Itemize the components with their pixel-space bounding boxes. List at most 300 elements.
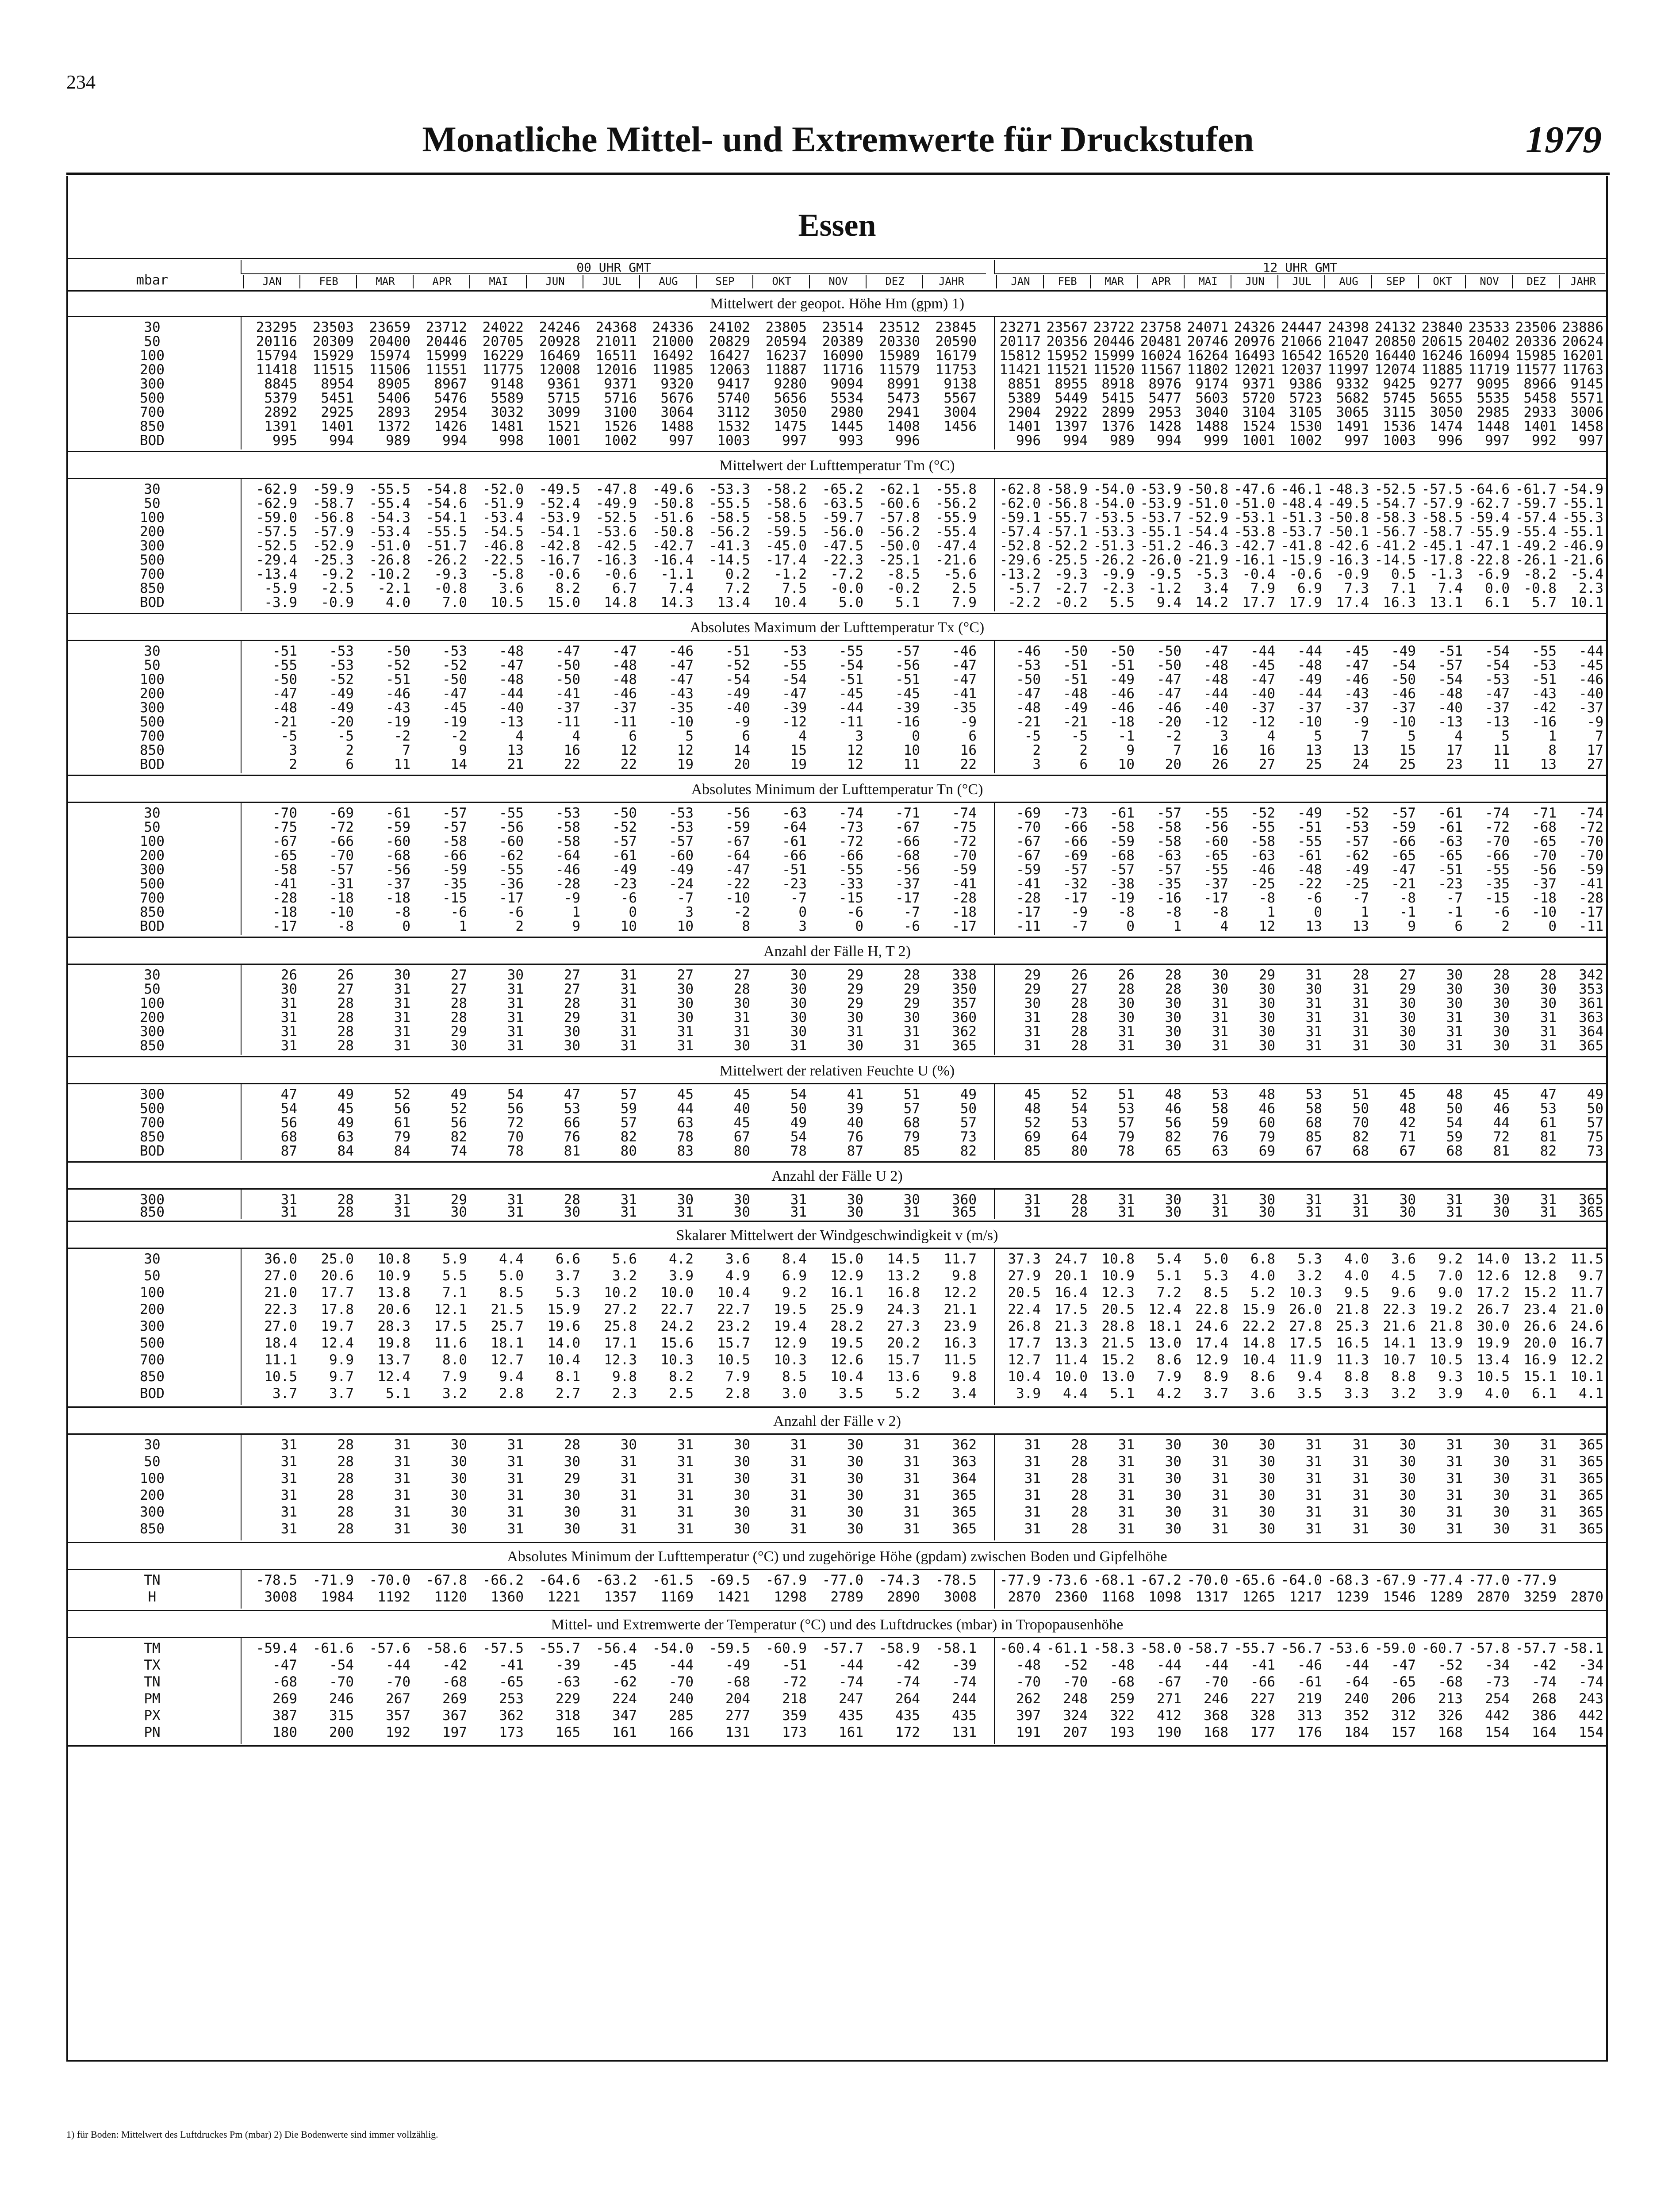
cell-12: 8976 (1148, 376, 1181, 392)
cell-12: 37.3 (1008, 1251, 1041, 1267)
cell-00: 27 (564, 967, 580, 983)
cell-00: 15.6 (660, 1335, 694, 1351)
cell-00: 68 (280, 1129, 297, 1145)
cell-00: 10.9 (377, 1268, 410, 1284)
cell-12: 28 (1071, 995, 1088, 1011)
cell-12: -61 (1438, 819, 1463, 835)
cell-12: -45.1 (1421, 538, 1463, 554)
cell-00: 28 (337, 1471, 354, 1486)
cell-12: -37 (1391, 700, 1416, 716)
cell-00: 24368 (595, 319, 637, 335)
month-header-00: MAI (469, 275, 527, 288)
cell-00: 12.7 (491, 1352, 524, 1368)
cell-00: 9.9 (329, 1352, 354, 1368)
cell-00: 29 (847, 967, 863, 983)
cell-12: -5 (1024, 728, 1041, 744)
cell-00: -18 (272, 904, 297, 920)
cell-12: 365 (1579, 1471, 1603, 1486)
cell-12: 48 (1165, 1087, 1181, 1102)
cell-12: -57 (1344, 833, 1369, 849)
cell-00: 16.8 (887, 1285, 920, 1301)
cell-00: 11716 (822, 362, 863, 378)
cell-12: -25.5 (1046, 552, 1088, 568)
column-divider (994, 1188, 995, 1219)
cell-12: 27 (1587, 757, 1603, 772)
cell-00: 338 (952, 967, 977, 983)
cell-12: 31 (1446, 1024, 1463, 1040)
cell-12: 31 (1305, 967, 1322, 983)
cell-12: 996 (1438, 433, 1463, 449)
cell-00: 57 (960, 1115, 977, 1131)
cell-12: -10 (1297, 714, 1322, 730)
cell-00: 3.2 (612, 1268, 637, 1284)
cell-12: 20.1 (1055, 1268, 1088, 1284)
cell-12: 365 (1579, 1038, 1603, 1054)
cell-00: -65.2 (822, 481, 863, 497)
cell-00: 83 (677, 1143, 694, 1159)
cell-00: -61.5 (652, 1572, 694, 1588)
cell-12: 30 (1258, 1504, 1275, 1520)
cell-00: 204 (725, 1691, 750, 1707)
cell-12: -21 (1063, 714, 1088, 730)
cell-12: -69 (1063, 848, 1088, 864)
cell-12: -67 (1016, 848, 1041, 864)
cell-00: 84 (394, 1143, 410, 1159)
cell-12: -37 (1532, 876, 1557, 892)
cell-12: 12021 (1234, 362, 1275, 378)
cell-12: 3.5 (1297, 1386, 1322, 1402)
cell-00: 36.0 (264, 1251, 297, 1267)
cell-00: 367 (442, 1708, 467, 1724)
cell-12: 23 (1446, 757, 1463, 772)
cell-12: 75 (1587, 1129, 1603, 1145)
cell-00: 7.4 (669, 580, 694, 596)
cell-00: 1192 (377, 1589, 410, 1605)
cell-12: 31 (1118, 1437, 1135, 1453)
cell-00: 2890 (887, 1589, 920, 1605)
cell-00: -17 (952, 918, 977, 934)
cell-00: -39 (782, 700, 807, 716)
cell-12: 5720 (1242, 390, 1275, 406)
cell-00: 31 (507, 1204, 524, 1220)
cell-00: 11515 (312, 362, 354, 378)
cell-00: -51 (386, 672, 410, 687)
cell-12: -41.2 (1374, 538, 1416, 554)
cell-12: 28 (1071, 1504, 1088, 1520)
cell-00: 2925 (321, 404, 354, 420)
cell-00: 45 (337, 1101, 354, 1117)
column-divider (241, 1433, 242, 1540)
cell-12: 80 (1071, 1143, 1088, 1159)
cell-12: -53 (1016, 657, 1041, 673)
cell-00: -18 (386, 890, 410, 906)
cell-00: 8.2 (669, 1369, 694, 1385)
cell-12: -40 (1204, 700, 1228, 716)
cell-12: 79 (1258, 1129, 1275, 1145)
cell-12: -52 (1438, 1657, 1463, 1673)
cell-12: -9.5 (1148, 566, 1181, 582)
cell-12: -59 (1110, 833, 1135, 849)
cell-00: -16.3 (595, 552, 637, 568)
cell-12: 20117 (999, 334, 1041, 349)
column-divider (994, 964, 995, 1055)
cell-12: 31 (1446, 1504, 1463, 1520)
cell-12: 31 (1540, 1504, 1557, 1520)
row-label: 50 (144, 819, 161, 835)
cell-12: 30 (1165, 1024, 1181, 1040)
cell-00: 15794 (256, 348, 297, 364)
cell-12: 6.8 (1250, 1251, 1275, 1267)
cell-00: -72 (839, 833, 863, 849)
cell-00: 8.5 (782, 1369, 807, 1385)
cell-00: -57.7 (822, 1640, 863, 1656)
cell-12: -49 (1297, 672, 1322, 687)
cell-00: 1456 (943, 419, 977, 434)
cell-12: 365 (1579, 1487, 1603, 1503)
cell-00: -52.0 (482, 481, 524, 497)
cell-12: 207 (1063, 1724, 1088, 1740)
cell-00: -56.8 (312, 510, 354, 526)
cell-12: 30 (1258, 1038, 1275, 1054)
cell-12: -46.3 (1187, 538, 1228, 554)
row-label: 700 (140, 1115, 165, 1131)
cell-00: -47 (952, 657, 977, 673)
cell-12: 31 (1212, 1487, 1228, 1503)
cell-00: 8954 (321, 376, 354, 392)
cell-12: -60 (1204, 833, 1228, 849)
cell-00: -17 (895, 890, 920, 906)
cell-12: -53.3 (1093, 524, 1135, 540)
cell-12: -46 (1250, 862, 1275, 878)
cell-12: 8.9 (1204, 1369, 1228, 1385)
cell-12: -68 (1110, 1674, 1135, 1690)
cell-00: 7.0 (442, 595, 467, 611)
cell-00: 362 (499, 1708, 524, 1724)
cell-00: 20389 (822, 334, 863, 349)
cell-00: 12.3 (604, 1352, 637, 1368)
cell-00: -45 (442, 700, 467, 716)
cell-12: -72 (1485, 819, 1510, 835)
cell-00: 23514 (822, 319, 863, 335)
cell-00: 1003 (717, 433, 750, 449)
cell-12: -19 (1110, 890, 1135, 906)
cell-00: 5.9 (442, 1251, 467, 1267)
cell-00: 2892 (264, 404, 297, 420)
cell-12: 30 (1399, 1010, 1416, 1025)
cell-12: 30.0 (1477, 1318, 1510, 1334)
cell-00: 87 (280, 1143, 297, 1159)
cell-12: 23533 (1468, 319, 1510, 335)
cell-12: -8 (1165, 904, 1181, 920)
cell-12: -52.5 (1374, 481, 1416, 497)
cell-12: -7 (1352, 890, 1369, 906)
cell-12: 361 (1579, 995, 1603, 1011)
cell-00: 1445 (830, 419, 863, 434)
cell-12: -56.8 (1046, 495, 1088, 511)
cell-00: 16.1 (830, 1285, 863, 1301)
cell-00: -37 (386, 876, 410, 892)
row-label: 50 (144, 1454, 161, 1470)
cell-12: 5.5 (1110, 595, 1135, 611)
row-label: 100 (140, 510, 165, 526)
cell-00: 10.3 (774, 1352, 807, 1368)
cell-12: 27.9 (1008, 1268, 1041, 1284)
cell-00: 3.2 (442, 1386, 467, 1402)
cell-00: 28 (337, 1192, 354, 1208)
cell-00: 31 (394, 1471, 410, 1486)
cell-00: 31 (280, 1038, 297, 1054)
cell-00: -47 (272, 686, 297, 702)
cell-12: 31 (1212, 1454, 1228, 1470)
cell-00: -53 (669, 805, 694, 821)
cell-12: -37 (1204, 876, 1228, 892)
group-12-utc: 12 UHR GMT (994, 260, 1605, 274)
cell-12: 31 (1118, 1192, 1135, 1208)
cell-12: 11719 (1468, 362, 1510, 378)
cell-12: 4.0 (1344, 1251, 1369, 1267)
cell-12: 11.4 (1055, 1352, 1088, 1368)
cell-00: -21 (272, 714, 297, 730)
cell-12: -37 (1297, 700, 1322, 716)
column-divider (241, 478, 242, 611)
cell-12: -61 (1297, 1674, 1322, 1690)
cell-00: 14 (450, 757, 467, 772)
cell-00: 3099 (547, 404, 580, 420)
cell-00: 16179 (935, 348, 977, 364)
cell-12: 10.8 (1101, 1251, 1135, 1267)
cell-12: 31 (1540, 1010, 1557, 1025)
cell-00: 1526 (604, 419, 637, 434)
cell-12: 0.5 (1391, 566, 1416, 582)
cell-00: 31 (677, 1521, 694, 1537)
cell-00: 3.6 (499, 580, 524, 596)
cell-12: 31 (1540, 1192, 1557, 1208)
cell-12: 30 (1258, 1010, 1275, 1025)
cell-00: 49 (960, 1087, 977, 1102)
cell-00: 11753 (935, 362, 977, 378)
cell-12: 30 (1258, 1437, 1275, 1453)
cell-00: -5.9 (264, 580, 297, 596)
cell-12: 219 (1297, 1691, 1322, 1707)
cell-00: -68 (386, 848, 410, 864)
cell-12: 30 (1165, 1038, 1181, 1054)
cell-12: 996 (1016, 433, 1041, 449)
cell-00: 31 (280, 1204, 297, 1220)
cell-12: -59 (1579, 862, 1603, 878)
cell-12: 4 (1267, 728, 1275, 744)
cell-00: -47 (952, 672, 977, 687)
cell-12: 31 (1118, 1454, 1135, 1470)
cell-00: -62 (499, 848, 524, 864)
cell-00: 16090 (822, 348, 863, 364)
row-label: 700 (140, 1352, 165, 1368)
row-label: 100 (140, 348, 165, 364)
cell-00: 3112 (717, 404, 750, 420)
cell-00: 20400 (369, 334, 410, 349)
cell-12: 4.0 (1344, 1268, 1369, 1284)
cell-12: -46 (1391, 686, 1416, 702)
cell-00: -50.8 (652, 524, 694, 540)
cell-00: 30 (847, 1038, 863, 1054)
cell-00: 30 (450, 1471, 467, 1486)
cell-12: 48 (1024, 1101, 1041, 1117)
cell-00: 30 (733, 1521, 750, 1537)
cell-00: 54 (280, 1101, 297, 1117)
cell-00: 56 (507, 1101, 524, 1117)
cell-12: 13.0 (1148, 1335, 1181, 1351)
cell-12: 31 (1212, 1204, 1228, 1220)
cell-12: 16264 (1187, 348, 1228, 364)
cell-12: 154 (1579, 1724, 1603, 1740)
cell-00: 31 (280, 1024, 297, 1040)
cell-00: 192 (386, 1724, 410, 1740)
cell-12: -47 (1391, 862, 1416, 878)
row-label: 50 (144, 657, 161, 673)
cell-00: 173 (499, 1724, 524, 1740)
cell-00: 13.2 (887, 1268, 920, 1284)
cell-12: 442 (1485, 1708, 1510, 1724)
cell-12: 30 (1540, 995, 1557, 1011)
cell-00: 14.3 (660, 595, 694, 611)
cell-00: -22.5 (482, 552, 524, 568)
cell-12: -51 (1110, 657, 1135, 673)
cell-00: 3004 (943, 404, 977, 420)
cell-00: 78 (677, 1129, 694, 1145)
cell-12: 154 (1485, 1724, 1510, 1740)
cell-12: 20402 (1468, 334, 1510, 349)
cell-12: 30 (1493, 1487, 1510, 1503)
month-header-00: MAR (356, 275, 414, 288)
cell-12: 9145 (1570, 376, 1603, 392)
cell-00: 21.5 (491, 1302, 524, 1317)
cell-12: 4.0 (1485, 1386, 1510, 1402)
cell-12: 168 (1438, 1724, 1463, 1740)
cell-00: 5.6 (612, 1251, 637, 1267)
cell-12: 0 (1314, 904, 1322, 920)
cell-12: 31 (1118, 1038, 1135, 1054)
cell-12: -28 (1579, 890, 1603, 906)
cell-00: 53 (564, 1101, 580, 1117)
cell-12: -44 (1250, 643, 1275, 659)
cell-00: 31 (677, 1038, 694, 1054)
month-header-00: APR (413, 275, 470, 288)
cell-12: -68 (1110, 848, 1135, 864)
cell-00: 13.8 (377, 1285, 410, 1301)
cell-12: -46 (1157, 700, 1181, 716)
cell-00: 79 (394, 1129, 410, 1145)
cell-12: 30 (1024, 995, 1041, 1011)
cell-12: 1536 (1383, 419, 1416, 434)
cell-00: 3.6 (725, 1251, 750, 1267)
cell-00: -70 (952, 848, 977, 864)
cell-12: -0.6 (1289, 566, 1322, 582)
cell-00: -61 (612, 848, 637, 864)
cell-00: -60 (669, 848, 694, 864)
cell-00: 3.9 (669, 1268, 694, 1284)
cell-12: -58.3 (1374, 510, 1416, 526)
cell-12: 20976 (1234, 334, 1275, 349)
cell-12: -47.6 (1234, 481, 1275, 497)
cell-00: 30 (280, 981, 297, 997)
cell-00: 15.0 (830, 1251, 863, 1267)
cell-00: -5.8 (491, 566, 524, 582)
cell-12: -55.4 (1515, 524, 1557, 540)
cell-12: 365 (1579, 1521, 1603, 1537)
cell-12: 47 (1540, 1087, 1557, 1102)
cell-12: -49 (1391, 643, 1416, 659)
cell-00: 11887 (765, 362, 807, 378)
cell-00: 45 (677, 1087, 694, 1102)
cell-12: 12037 (1281, 362, 1322, 378)
cell-12: -68.1 (1093, 1572, 1135, 1588)
cell-12: 1530 (1289, 419, 1322, 434)
row-label: BOD (140, 918, 165, 934)
cell-12: 20356 (1046, 334, 1088, 349)
cell-12: 9.5 (1344, 1285, 1369, 1301)
cell-00: 30 (507, 967, 524, 983)
cell-12: 2.3 (1579, 580, 1603, 596)
station-name: Essen (798, 207, 876, 243)
cell-00: 30 (564, 1454, 580, 1470)
cell-00: 31 (394, 1504, 410, 1520)
cell-00: -74 (839, 1674, 863, 1690)
month-header-00: JUN (526, 275, 583, 288)
cell-00: -48 (499, 672, 524, 687)
cell-00: 277 (725, 1708, 750, 1724)
cell-12: -51.2 (1140, 538, 1181, 554)
cell-00: -64 (782, 819, 807, 835)
cell-12: 29 (1399, 981, 1416, 997)
cell-12: -48 (1204, 672, 1228, 687)
cell-00: -57 (442, 805, 467, 821)
cell-12: -53.9 (1140, 495, 1181, 511)
cell-00: 20829 (709, 334, 750, 349)
cell-12: 10.3 (1289, 1285, 1322, 1301)
cell-00: 54 (790, 1129, 807, 1145)
cell-12: -56 (1204, 819, 1228, 835)
cell-12: 6.1 (1532, 1386, 1557, 1402)
cell-00: 1488 (660, 419, 694, 434)
cell-00: -23 (612, 876, 637, 892)
cell-12: 3065 (1336, 404, 1369, 420)
cell-12: -49.2 (1515, 538, 1557, 554)
cell-12: 16246 (1421, 348, 1463, 364)
cell-12: 10.4 (1008, 1369, 1041, 1385)
cell-00: -70 (329, 1674, 354, 1690)
cell-00: -74.3 (878, 1572, 920, 1588)
cell-00: 30 (733, 1204, 750, 1220)
cell-12: -72 (1579, 819, 1603, 835)
cell-00: 5406 (377, 390, 410, 406)
cell-00: 20116 (256, 334, 297, 349)
cell-00: 27 (677, 967, 694, 983)
cell-00: 31 (280, 1192, 297, 1208)
cell-12: 28 (1071, 1038, 1088, 1054)
cell-12: 5.2 (1250, 1285, 1275, 1301)
cell-00: -28 (952, 890, 977, 906)
section-title: Absolutes Maximum der Lufttemperatur Tx (°C) (690, 619, 985, 636)
cell-00: -71.9 (312, 1572, 354, 1588)
cell-12: 12074 (1374, 362, 1416, 378)
cell-12: -20 (1157, 714, 1181, 730)
cell-12: -55.1 (1562, 495, 1603, 511)
cell-00: 26 (280, 967, 297, 983)
cell-00: -47 (669, 657, 694, 673)
cell-12: 31 (1118, 1024, 1135, 1040)
cell-00: 10.4 (717, 1285, 750, 1301)
table-header (68, 258, 1606, 292)
cell-12: 11 (1493, 757, 1510, 772)
